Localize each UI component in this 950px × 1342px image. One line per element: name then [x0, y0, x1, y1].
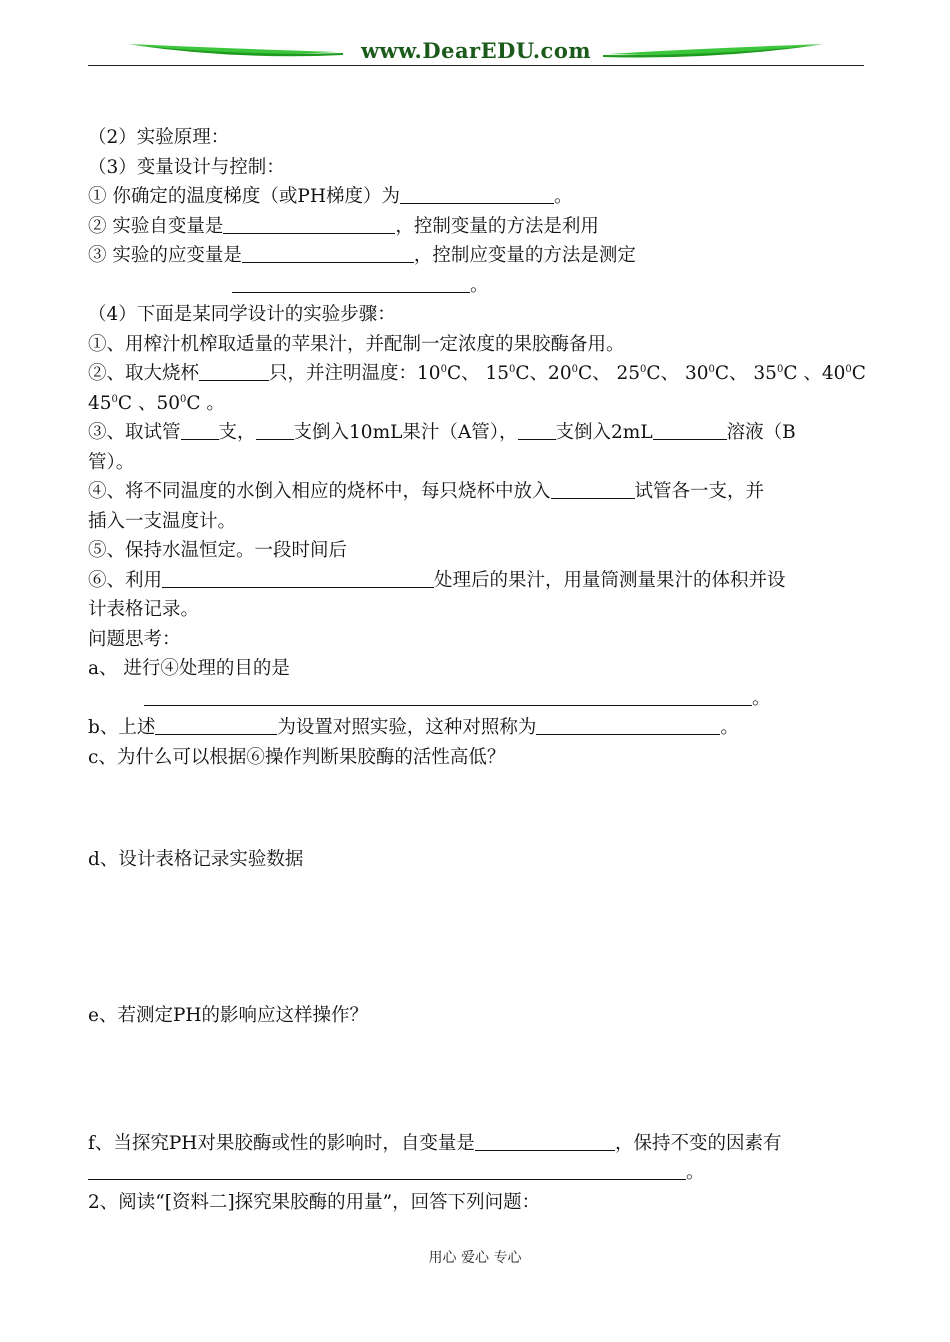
step-4-cont: 插入一支温度计。 — [88, 510, 237, 532]
page-header — [88, 36, 864, 72]
question-d: d、设计表格记录实验数据 — [88, 849, 304, 870]
blank-dependent-method — [232, 272, 470, 293]
step-1: ①、用榨汁机榨取适量的苹果汁，并配制一定浓度的果胶酶备用。 — [88, 333, 625, 355]
blank-dependent — [242, 242, 414, 263]
site-logo-text: www.DearEDU.com — [360, 38, 592, 63]
blank-gradient — [400, 183, 554, 204]
step-6-cont: 计表格记录。 — [88, 599, 200, 620]
question-a: a、 进行④处理的目的是 — [88, 658, 290, 679]
blank-tube-total — [181, 419, 219, 440]
blank-ph-variable — [475, 1130, 615, 1151]
line-dependent-variable: ③ 实验的应变量是 ，控制应变量的方法是测定 — [88, 241, 868, 271]
line-dependent-method: 。 — [88, 271, 868, 301]
blank-tubes-per-beaker — [551, 478, 635, 499]
blank-tube-a — [256, 419, 294, 440]
header-rule — [88, 65, 864, 66]
step-4: ④、将不同温度的水倒入相应的烧杯中，每只烧杯中放入 试管各一支，并 — [88, 477, 868, 507]
blank-purpose — [144, 685, 752, 706]
step-3: ③、取试管 支， 支倒入10mL果汁（A管）， 支倒入2mL 溶液（B — [88, 418, 868, 448]
step-2-cont: $45^0C$ 、$50^0C$ 。 — [88, 392, 225, 414]
blank-tube-b — [518, 419, 556, 440]
blank-processing — [162, 567, 434, 588]
questions-heading: 问题思考： — [88, 628, 181, 650]
page-footer: 用心 爱心 专心 — [428, 1250, 522, 1266]
blank-solution — [653, 419, 727, 440]
question-f-answer: 。 — [88, 1158, 868, 1188]
section-2-heading: 2、阅读“[资料二]探究果胶酶的用量”，回答下列问题： — [88, 1191, 541, 1213]
step-2: ②、取大烧杯 只，并注明温度：$10^0C$、 $15^0C$、$20^0C$、 $25^0C$、 $30^0C$、 $35^0C$ 、$40^0C$ — [88, 359, 868, 389]
question-a-answer: 。 — [88, 684, 868, 714]
blank-control-type — [536, 714, 720, 735]
line-variable-design: （3）变量设计与控制： — [88, 156, 285, 178]
question-e: e、若测定PH的影响应这样操作？ — [88, 1004, 369, 1026]
blank-control-setup — [155, 714, 277, 735]
line-independent-variable: ② 实验自变量是 ，控制变量的方法是利用 — [88, 212, 868, 242]
question-f: f、当探究PH对果胶酶或性的影响时，自变量是 ，保持不变的因素有 — [88, 1129, 868, 1159]
blank-constant-factors — [88, 1159, 686, 1180]
step-6: ⑥、利用 处理后的果汁，用量筒测量果汁的体积并设 — [88, 566, 868, 596]
step-5: ⑤、保持水温恒定。一段时间后 — [88, 540, 348, 561]
blank-independent — [223, 213, 395, 234]
question-c: c、为什么可以根据⑥操作判断果胶酶的活性高低？ — [88, 746, 506, 768]
line-gradient: ① 你确定的温度梯度（或PH梯度）为 。 — [88, 182, 868, 212]
line-principle: （2）实验原理： — [88, 127, 230, 148]
blank-beaker-count — [199, 360, 269, 381]
line-steps-heading: （4）下面是某同学设计的实验步骤： — [88, 304, 396, 325]
worksheet-content — [88, 123, 868, 1217]
step-3-cont: 管）。 — [88, 451, 135, 473]
question-b: b、上述 为设置对照实验，这种对照称为 。 — [88, 713, 868, 743]
